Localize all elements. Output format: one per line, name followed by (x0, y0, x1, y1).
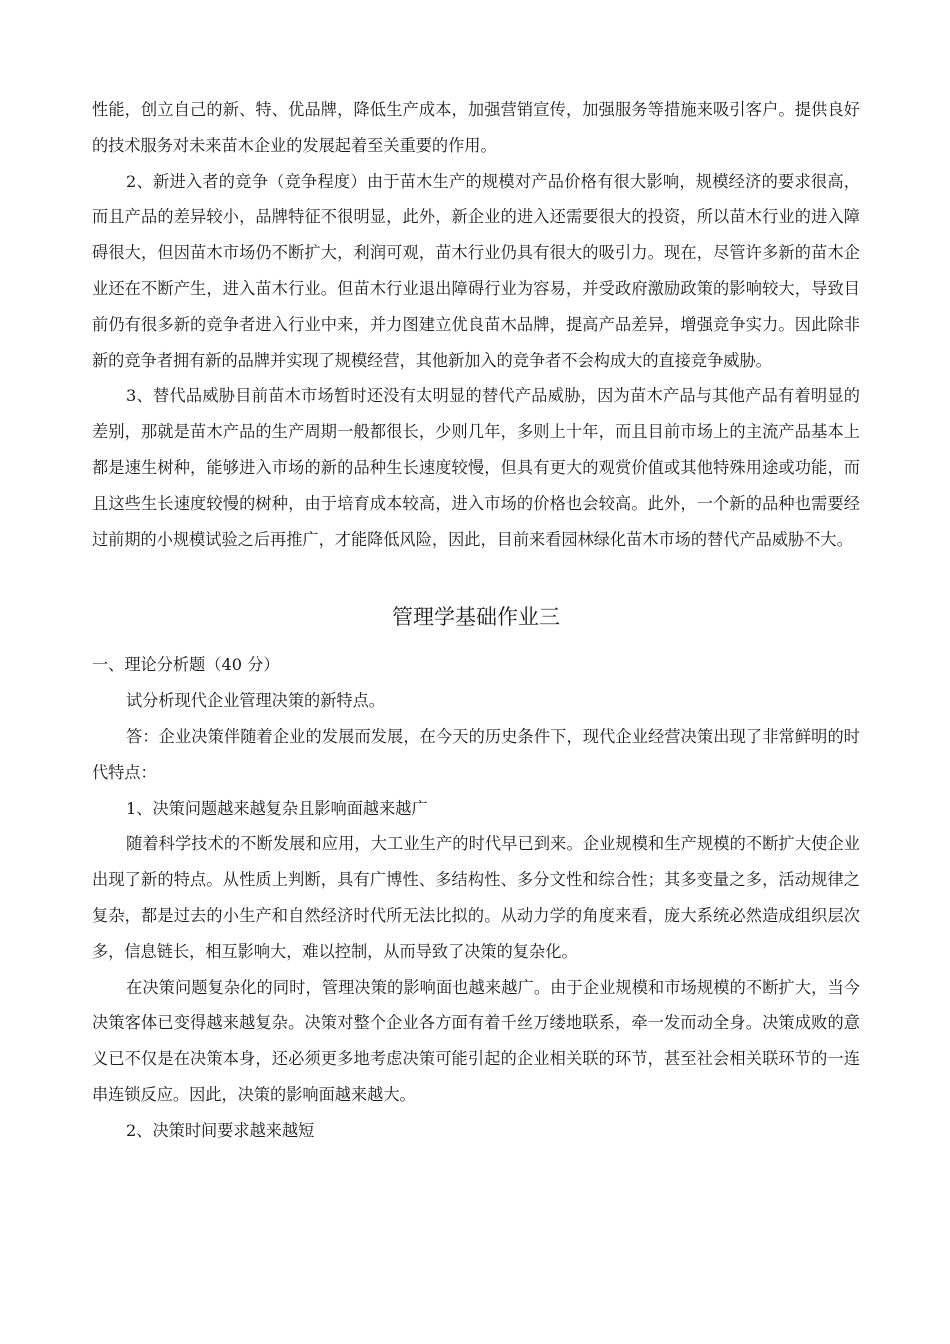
paragraph-continued: 性能，创立自己的新、特、优品牌，降低生产成本，加强营销宣传，加强服务等措施来吸引客户。提供良好的技术服务对未来苗木企业的发展起着至关重要的作用。 (92, 100, 860, 155)
page-title: 管理学基础作业三 (392, 605, 560, 630)
paragraph-new-entrants: 2、新进入者的竞争（竞争程度）由于苗木生产的规模对产品价格有很大影响，规模经济的要求很高，而且产品的差异较小，品牌特征不很明显，此外，新企业的进入还需要很大的投资，所以苗木行业的进入障碍很大，但因苗木市场仍不断扩大，利润可观，苗木行业仍具有很大的吸引力。现在，尽管许多新的苗木企业还在不断产生，进入苗木行业。但苗木行业退出障碍行业为容易，并受政府激励政策的影响较大，导致目前仍有很多新的竞争者进入行业中来，并力图建立优良苗木品牌，提高产品差异，增强竞争实力。因此除非新的竞争者拥有新的品牌并实现了规模经营，其他新加入的竞争者不会构成大的直接竞争威胁。 (92, 171, 860, 370)
paragraph-substitutes: 3、替代品威胁目前苗木市场暂时还没有太明显的替代产品威胁，因为苗木产品与其他产品有着明显的差别，那就是苗木产品的生产周期一般都很长，少则几年，多则上十年，而且目前市场上的主流产品基本上都是速生树种，能够进入市场的新的品种生长速度较慢，但具有更大的观赏价值或其他特殊用途或功能，而且这些生长速度较慢的树种，由于培育成本较高，进入市场的价格也会较高。此外，一个新的品种也需要经过前期的小规模试验之后再推广，才能降低风险，因此，目前来看园林绿化苗木市场的替代产品威胁不大。 (92, 386, 860, 549)
point2-heading: 2、决策时间要求越来越短 (126, 1120, 315, 1140)
point1-paragraph-1: 随着科学技术的不断发展和应用，大工业生产的时代早已到来。企业规模和生产规模的不断扩大使企业出现了新的特点。从性质上判断，具有广博性、多结构性、多分文性和综合性；其多变量之多，活动规律之复杂，都是过去的小生产和自然经济时代所无法比拟的。从动力学的角度来看，庞大系统必然造成组织层次多，信息链长，相互影响大，难以控制，从而导致了决策的复杂化。 (92, 834, 860, 961)
question-text: 试分析现代企业管理决策的新特点。 (126, 691, 385, 711)
point1-paragraph-2: 在决策问题复杂化的同时，管理决策的影响面也越来越广。由于企业规模和市场规模的不断扩大，当今决策客体已变得越来越复杂。决策对整个企业各方面有着千丝万缕地联系，牵一发而动全身。决策成败的意义已不仅是在决策本身，还必须更多地考虑决策可能引起的企业相关联的环节，甚至社会相关联环节的一连串连锁反应。因此，决策的影响面越来越大。 (92, 977, 860, 1104)
answer-intro: 答：企业决策伴随着企业的发展而发展，在今天的历史条件下，现代企业经营决策出现了非常鲜明的时代特点： (92, 726, 860, 782)
point1-heading: 1、决策问题越来越复杂且影响面越来越广 (126, 798, 428, 818)
document-page (92, 92, 860, 1149)
section-heading: 一、理论分析题（40 分） (92, 655, 280, 675)
